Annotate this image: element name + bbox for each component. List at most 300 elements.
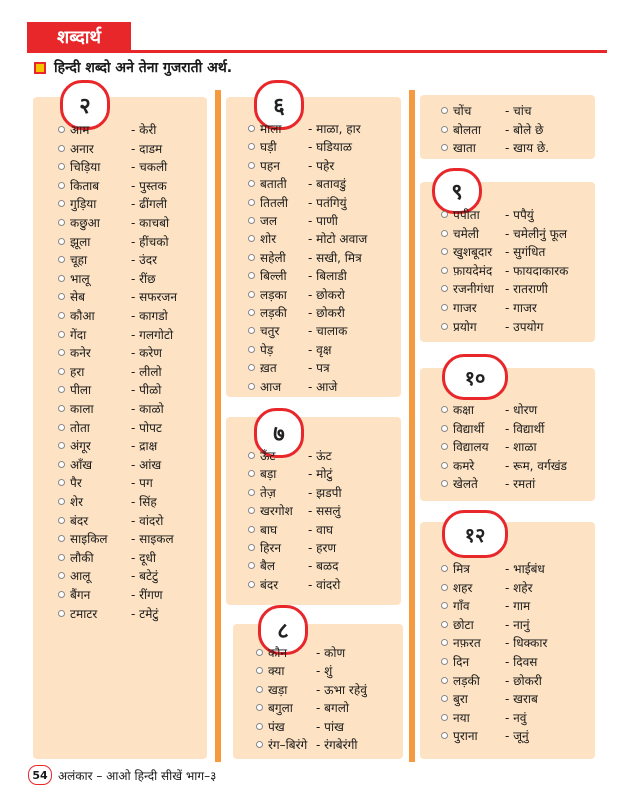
- column-bar-1: [215, 90, 221, 762]
- list-item: [248, 120, 282, 137]
- list-item: [256, 662, 285, 679]
- circle-bullet-icon: [256, 649, 263, 656]
- list-item: [248, 359, 277, 376]
- hindi-word: अनार: [70, 142, 94, 156]
- list-item: [248, 322, 279, 339]
- list-item: [248, 304, 287, 321]
- list-item: [58, 549, 94, 566]
- hindi-word: चतुर: [260, 324, 280, 338]
- hindi-word: पहन: [260, 159, 280, 173]
- circle-bullet-icon: [441, 658, 448, 665]
- circle-bullet-icon: [248, 383, 255, 390]
- gujarati-meaning: - बगलो: [316, 701, 349, 715]
- list-item: [441, 420, 484, 437]
- circle-bullet-icon: [248, 452, 255, 459]
- gujarati-meaning: - पीळो: [131, 383, 162, 397]
- gujarati-meaning: - कोण: [316, 646, 346, 660]
- gujarati-meaning: - साइकल: [131, 532, 174, 546]
- gujarati-meaning: - रींछ: [131, 272, 156, 286]
- hindi-word: शहर: [453, 581, 473, 595]
- circle-bullet-icon: [248, 272, 255, 279]
- hindi-word: छोटा: [453, 618, 474, 632]
- list-item: [441, 280, 494, 297]
- hindi-word: पैर: [70, 476, 82, 490]
- hindi-word: पुराना: [453, 729, 478, 743]
- gujarati-meaning: - हींचको: [131, 235, 169, 249]
- gujarati-meaning: - दूधी: [131, 551, 157, 565]
- list-item: [441, 672, 480, 689]
- circle-bullet-icon: [248, 526, 255, 533]
- circle-bullet-icon: [58, 256, 65, 263]
- list-item: [441, 616, 474, 633]
- gujarati-meaning: - पग: [131, 476, 153, 490]
- gujarati-meaning: - कागडो: [131, 309, 168, 323]
- hindi-word: बोलता: [453, 123, 482, 137]
- hindi-word: खेलते: [453, 477, 478, 491]
- hindi-word: अंगूर: [70, 439, 91, 453]
- circle-bullet-icon: [58, 479, 65, 486]
- gujarati-meaning: - शहेर: [505, 581, 533, 595]
- header-rule: [27, 50, 607, 53]
- hindi-word: खाता: [453, 141, 476, 155]
- list-item: [58, 493, 83, 510]
- gujarati-meaning: - नानुं: [505, 618, 530, 632]
- section-10-number-badge: १०: [442, 354, 508, 400]
- list-item: [58, 381, 91, 398]
- gujarati-meaning: - द्राक्ष: [131, 439, 158, 453]
- gujarati-meaning: - पतंगियुं: [308, 196, 347, 210]
- list-item: [58, 158, 100, 175]
- list-item: [58, 419, 90, 436]
- gujarati-meaning: - सिंह: [131, 495, 157, 509]
- list-item: [248, 484, 276, 501]
- list-item: [248, 175, 287, 192]
- hindi-word: विद्यालय: [453, 440, 489, 454]
- hindi-word: बंदर: [70, 514, 89, 528]
- circle-bullet-icon: [58, 126, 65, 133]
- list-item: [248, 267, 287, 284]
- list-item: [58, 326, 86, 343]
- gujarati-meaning: - छोकरो: [308, 288, 345, 302]
- hindi-word: कौआ: [70, 309, 95, 323]
- hindi-word: खरगोश: [260, 504, 293, 518]
- gujarati-meaning: - ढींगली: [131, 197, 168, 211]
- circle-bullet-icon: [441, 621, 448, 628]
- circle-bullet-icon: [58, 163, 65, 170]
- circle-bullet-icon: [441, 732, 448, 739]
- gujarati-meaning: - बटेटुं: [131, 569, 159, 583]
- circle-bullet-icon: [441, 126, 448, 133]
- circle-bullet-icon: [441, 285, 448, 292]
- list-item: [441, 206, 480, 223]
- hindi-word: रजनीगंधा: [453, 282, 494, 296]
- list-item: [441, 262, 492, 279]
- circle-bullet-icon: [441, 602, 448, 609]
- list-item: [441, 475, 478, 492]
- list-item: [248, 502, 293, 519]
- hindi-word: चूहा: [70, 253, 88, 267]
- list-item: [248, 465, 276, 482]
- gujarati-meaning: - रंगबेरंगी: [316, 738, 358, 752]
- gujarati-meaning: - मोटो अवाज: [308, 232, 368, 246]
- hindi-word: बुरा: [453, 692, 468, 706]
- gujarati-meaning: - सुगंधित: [505, 245, 546, 259]
- circle-bullet-icon: [58, 535, 65, 542]
- list-item: [248, 447, 275, 464]
- hindi-word: दिन: [453, 655, 470, 669]
- list-item: [256, 681, 287, 698]
- gujarati-meaning: - रातराणी: [505, 282, 548, 296]
- list-item: [441, 690, 468, 707]
- subtitle-row: [34, 58, 232, 77]
- circle-bullet-icon: [58, 145, 65, 152]
- hindi-word: बाघ: [260, 523, 278, 537]
- hindi-word: आलू: [70, 569, 91, 583]
- circle-bullet-icon: [441, 107, 448, 114]
- hindi-word: आँख: [70, 458, 93, 472]
- gujarati-meaning: - खाय छे.: [505, 141, 550, 155]
- gujarati-meaning: - घडियाळ: [308, 140, 352, 154]
- hindi-word: हरा: [70, 365, 85, 379]
- gujarati-meaning: - ऊभा रहेवुं: [316, 683, 367, 697]
- list-item: [58, 214, 100, 231]
- hindi-word: बताती: [260, 177, 287, 191]
- circle-bullet-icon: [248, 309, 255, 316]
- gujarati-meaning: - रूम, वर्गखंड: [505, 459, 567, 473]
- list-item: [248, 341, 273, 358]
- list-item: [248, 576, 278, 593]
- list-item: [441, 438, 489, 455]
- circle-bullet-icon: [256, 723, 263, 730]
- circle-bullet-icon: [441, 565, 448, 572]
- list-item: [58, 121, 89, 138]
- gujarati-meaning: - ससलुं: [308, 504, 341, 518]
- list-item: [58, 177, 99, 194]
- gujarati-meaning: - चमेलीनुं फूल: [505, 227, 568, 241]
- gujarati-meaning: - छोकरी: [505, 674, 542, 688]
- hindi-word: ऊँट: [260, 449, 276, 463]
- circle-bullet-icon: [58, 349, 65, 356]
- circle-bullet-icon: [58, 517, 65, 524]
- gujarati-meaning: - मोटुं: [308, 467, 333, 481]
- gujarati-meaning: - गलगोटो: [131, 328, 174, 342]
- hindi-word: लड़की: [453, 674, 480, 688]
- hindi-word: गाँव: [453, 599, 470, 613]
- hindi-word: किताब: [70, 179, 100, 193]
- gujarati-meaning: - झडपी: [308, 486, 342, 500]
- hindi-word: बगुला: [268, 701, 293, 715]
- circle-bullet-icon: [248, 327, 255, 334]
- circle-bullet-icon: [441, 480, 448, 487]
- gujarati-meaning: - दाडम: [131, 142, 163, 156]
- circle-bullet-icon: [248, 254, 255, 261]
- list-item: [441, 139, 476, 156]
- gujarati-meaning: - वाघ: [308, 523, 334, 537]
- section-8-number-badge: ८: [258, 605, 308, 655]
- circle-bullet-icon: [248, 507, 255, 514]
- list-item: [58, 437, 91, 454]
- list-item: [58, 307, 95, 324]
- hindi-word: खुशबूदार: [453, 245, 493, 259]
- list-item: [248, 194, 288, 211]
- gujarati-meaning: - शुं: [316, 664, 333, 678]
- gujarati-meaning: - नवुं: [505, 711, 527, 725]
- list-item: [58, 288, 85, 305]
- circle-bullet-icon: [256, 704, 263, 711]
- list-item: [248, 378, 281, 395]
- list-item: [58, 530, 108, 547]
- hindi-word: लौकी: [70, 551, 94, 565]
- list-item: [248, 138, 277, 155]
- circle-bullet-icon: [441, 144, 448, 151]
- list-item: [256, 699, 293, 716]
- list-item: [58, 400, 94, 417]
- circle-bullet-icon: [256, 667, 263, 674]
- list-item: [58, 270, 90, 287]
- gujarati-meaning: - वांदरो: [308, 578, 341, 592]
- list-item: [441, 121, 481, 138]
- hindi-word: बैंगन: [70, 588, 91, 602]
- hindi-word: सहेली: [260, 251, 286, 265]
- circle-bullet-icon: [441, 462, 448, 469]
- list-item: [248, 521, 277, 538]
- gujarati-meaning: - धोरण: [505, 403, 538, 417]
- hindi-word: नया: [453, 711, 470, 725]
- gujarati-meaning: - आंख: [131, 458, 162, 472]
- circle-bullet-icon: [248, 489, 255, 496]
- circle-bullet-icon: [248, 217, 255, 224]
- circle-bullet-icon: [441, 304, 448, 311]
- hindi-word: टमाटर: [70, 607, 98, 621]
- gujarati-meaning: - भाईबंध: [505, 562, 545, 576]
- hindi-word: भालू: [70, 272, 90, 286]
- hindi-word: ख़त: [260, 361, 277, 375]
- hindi-word: गुड़िया: [70, 197, 97, 211]
- circle-bullet-icon: [58, 591, 65, 598]
- gujarati-meaning: - चांच: [505, 104, 532, 118]
- circle-bullet-icon: [256, 686, 263, 693]
- list-item: [248, 212, 277, 229]
- gujarati-meaning: - उंदर: [131, 253, 158, 267]
- hindi-word: पीला: [70, 383, 92, 397]
- hindi-word: प्रयोग: [453, 320, 477, 334]
- circle-bullet-icon: [248, 581, 255, 588]
- hindi-word: शोर: [260, 232, 277, 246]
- circle-bullet-icon: [441, 248, 448, 255]
- list-item: [441, 560, 470, 577]
- hindi-word: माला: [260, 122, 282, 136]
- circle-bullet-icon: [441, 323, 448, 330]
- gujarati-meaning: - सफरजन: [131, 290, 177, 304]
- list-item: [441, 225, 479, 242]
- hindi-word: कमरे: [453, 459, 475, 473]
- hindi-word: कक्षा: [453, 403, 474, 417]
- hindi-word: चमेली: [453, 227, 480, 241]
- footer-text: अलंकार – आओ हिन्दी सीखें भाग–३: [58, 768, 217, 783]
- circle-bullet-icon: [58, 554, 65, 561]
- list-item: [248, 230, 276, 247]
- hindi-word: कनेर: [70, 346, 91, 360]
- hindi-word: बिल्ली: [260, 269, 287, 283]
- gujarati-meaning: - गाम: [505, 599, 531, 613]
- gujarati-meaning: - बतावडुं: [308, 177, 347, 191]
- hindi-word: फ़ायदेमंद: [453, 264, 493, 278]
- circle-bullet-icon: [441, 425, 448, 432]
- hindi-word: हिरन: [260, 541, 282, 555]
- column-bar-2: [409, 90, 415, 762]
- subtitle: हिन्दी शब्दो अने तेना गुजराती अर्थ.: [54, 60, 233, 76]
- hindi-word: झूला: [70, 235, 91, 249]
- gujarati-meaning: - उपयोग: [505, 320, 544, 334]
- gujarati-meaning: - पुस्तक: [131, 179, 167, 193]
- list-item: [441, 102, 471, 119]
- list-item: [248, 539, 281, 556]
- circle-bullet-icon: [58, 405, 65, 412]
- circle-bullet-icon: [58, 219, 65, 226]
- list-item: [58, 567, 90, 584]
- list-item: [256, 644, 287, 661]
- circle-bullet-icon: [441, 211, 448, 218]
- list-item: [441, 597, 470, 614]
- circle-bullet-icon: [248, 235, 255, 242]
- hindi-word: क्या: [268, 664, 285, 678]
- circle-bullet-icon: [248, 180, 255, 187]
- hindi-word: गेंदा: [70, 328, 87, 342]
- circle-bullet-icon: [248, 199, 255, 206]
- circle-bullet-icon: [248, 162, 255, 169]
- circle-bullet-icon: [58, 386, 65, 393]
- gujarati-meaning: - गाजर: [505, 301, 537, 315]
- gujarati-meaning: - रमतां: [505, 477, 536, 491]
- hindi-word: पेड़: [260, 343, 274, 357]
- gujarati-meaning: - खराब: [505, 692, 538, 706]
- list-item: [58, 474, 82, 491]
- hindi-word: नफ़रत: [453, 636, 481, 650]
- circle-bullet-icon: [248, 143, 255, 150]
- list-item: [58, 344, 91, 361]
- hindi-word: पपीता: [453, 208, 480, 222]
- gujarati-meaning: - पहेर: [308, 159, 335, 173]
- list-item: [256, 718, 285, 735]
- circle-bullet-icon: [248, 346, 255, 353]
- hindi-word: शेर: [70, 495, 84, 509]
- gujarati-meaning: - फायदाकारक: [505, 264, 569, 278]
- hindi-word: लड़की: [260, 306, 287, 320]
- footer: [28, 765, 216, 785]
- section-2-number-badge: २: [60, 80, 110, 130]
- gujarati-meaning: - जूनुं: [505, 729, 529, 743]
- gujarati-meaning: - बोले छे: [505, 123, 544, 137]
- circle-bullet-icon: [248, 291, 255, 298]
- hindi-word: गाजर: [453, 301, 477, 315]
- circle-bullet-icon: [441, 714, 448, 721]
- circle-bullet-icon: [58, 200, 65, 207]
- list-item: [441, 243, 492, 260]
- list-item: [441, 634, 481, 651]
- list-item: [441, 318, 477, 335]
- list-item: [441, 653, 469, 670]
- gujarati-meaning: - विद्यार्थी: [505, 422, 545, 436]
- circle-bullet-icon: [58, 610, 65, 617]
- list-item: [441, 579, 472, 596]
- list-item: [58, 456, 92, 473]
- section-12-number-badge: १२: [442, 510, 508, 558]
- square-bullet-icon: [34, 62, 46, 74]
- list-item: [58, 195, 96, 212]
- gujarati-meaning: - बळद: [308, 559, 339, 573]
- gujarati-meaning: - दिवस: [505, 655, 538, 669]
- gujarati-meaning: - लीलो: [131, 365, 162, 379]
- circle-bullet-icon: [256, 741, 263, 748]
- list-item: [58, 605, 97, 622]
- list-item: [441, 299, 477, 316]
- page-number: 54: [28, 765, 52, 785]
- circle-bullet-icon: [58, 572, 65, 579]
- gujarati-meaning: - चकली: [131, 160, 168, 174]
- section-7-number-badge: ७: [254, 408, 304, 458]
- gujarati-meaning: - चालाक: [308, 324, 348, 338]
- gujarati-meaning: - पाणी: [308, 214, 338, 228]
- hindi-word: चोंच: [453, 104, 472, 118]
- circle-bullet-icon: [441, 443, 448, 450]
- hindi-word: तोता: [70, 421, 90, 435]
- gujarati-meaning: - शाळा: [505, 440, 537, 454]
- hindi-word: साइकिल: [70, 532, 108, 546]
- circle-bullet-icon: [441, 639, 448, 646]
- gujarati-meaning: - पपैयुं: [505, 208, 534, 222]
- circle-bullet-icon: [248, 125, 255, 132]
- hindi-word: बंदर: [260, 578, 279, 592]
- gujarati-meaning: - आजे: [308, 380, 338, 394]
- gujarati-meaning: - रींगण: [131, 588, 163, 602]
- list-item: [58, 512, 88, 529]
- circle-bullet-icon: [58, 368, 65, 375]
- circle-bullet-icon: [58, 182, 65, 189]
- hindi-word: मित्र: [453, 562, 470, 576]
- hindi-word: सेब: [70, 290, 85, 304]
- circle-bullet-icon: [248, 470, 255, 477]
- hindi-word: विद्यार्थी: [453, 422, 485, 436]
- list-item: [58, 140, 94, 157]
- circle-bullet-icon: [248, 544, 255, 551]
- gujarati-meaning: - पांख: [316, 720, 344, 734]
- gujarati-meaning: - बिलाडी: [308, 269, 347, 283]
- gujarati-meaning: - काळो: [131, 402, 164, 416]
- list-item: [248, 286, 287, 303]
- gujarati-meaning: - सखी, मित्र: [308, 251, 362, 265]
- list-item: [58, 363, 84, 380]
- list-item: [441, 727, 478, 744]
- list-item: [441, 457, 474, 474]
- page-title: शब्दार्थ: [27, 22, 131, 52]
- hindi-word: आज: [260, 380, 282, 394]
- hindi-word: कछुआ: [70, 216, 100, 230]
- section-9-number-badge: ९: [432, 168, 482, 214]
- gujarati-meaning: - छोकरी: [308, 306, 345, 320]
- gujarati-meaning: - धिक्कार: [505, 636, 548, 650]
- hindi-word: कौन: [268, 646, 287, 660]
- hindi-word: चिड़िया: [70, 160, 101, 174]
- circle-bullet-icon: [441, 677, 448, 684]
- hindi-word: रंग–बिरंगे: [268, 738, 308, 752]
- circle-bullet-icon: [58, 331, 65, 338]
- gujarati-meaning: - करेण: [131, 346, 162, 360]
- hindi-word: बैल: [260, 559, 275, 573]
- list-item: [58, 251, 87, 268]
- circle-bullet-icon: [441, 584, 448, 591]
- circle-bullet-icon: [58, 442, 65, 449]
- hindi-word: काला: [70, 402, 94, 416]
